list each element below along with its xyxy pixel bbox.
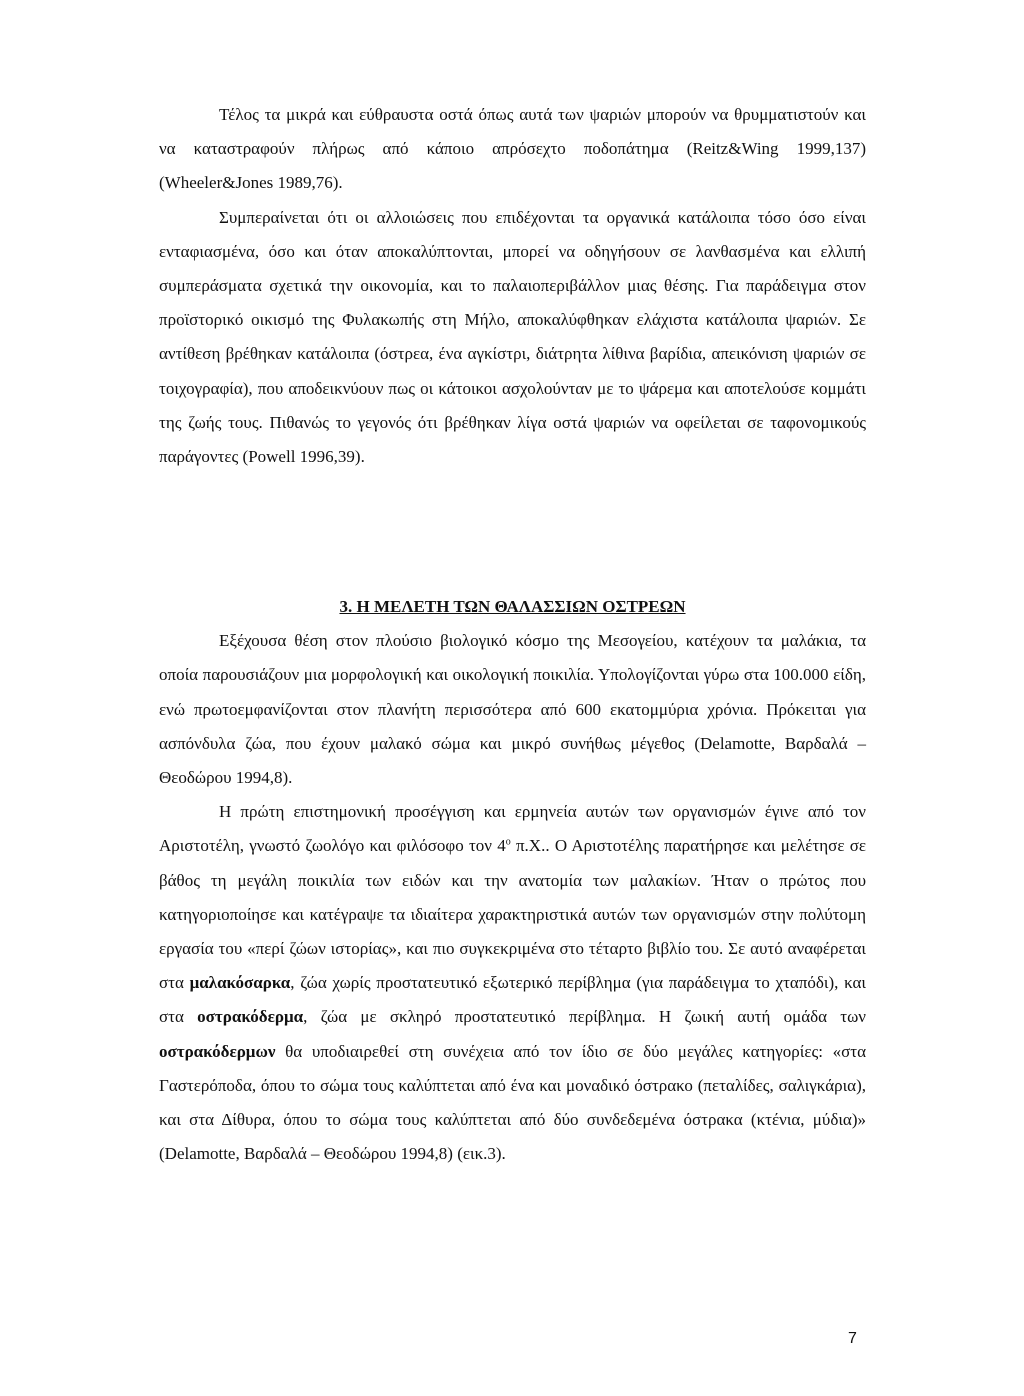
paragraph-molluscs: Εξέχουσα θέση στον πλούσιο βιολογικό κόσμο της Μεσογείου, κατέχουν τα μαλάκια, τα οποία παρουσιάζουν μια μορφολογική και οικολογική ποικιλία. Υπολογίζονται γύρω στα 100.000 είδη, ενώ πρωτοεμφανίζονται στον πλανήτη περισσότερα από 600 εκατομμύρια χρόνια. Πρόκειται για ασπόνδυλα ζώα, που έχουν μαλακό σώμα και μικρό συνήθως μέγεθος (Delamotte, Βαρδαλά – Θεοδώρου 1994,8). [159, 631, 866, 788]
page-number: 7 [848, 1330, 857, 1347]
text-block-lower [159, 538, 866, 1171]
paragraph-aristotle: Η πρώτη επιστημονική προσέγγιση και ερμηνεία αυτών των οργανισμών έγινε από τον Αριστοτέλη, γνωστό ζωολόγο και φιλόσοφο τον $4^o$ π.Χ.. Ο Αριστοτέλης παρατήρησε και μελέτησε σε βάθος τη μεγάλη ποικιλία των ειδών και την ανατομία των μαλακίων. Ήταν ο πρώτος που κατηγοριοποίησε και κατέγραψε τα ιδιαίτερα χαρακτηριστικά αυτών των οργανισμών στην πολύτομη εργασία του «περί ζώων ιστορίας», και πιο συγκεκριμένα στο τέταρτο βιβλίο του. Σε αυτό αναφέρεται στα μαλακόσαρκα, ζώα χωρίς προστατευτικό εξωτερικό περίβλημα (για παράδειγμα το χταπόδι), και στα οστρακόδερμα, ζώα με σκληρό προστατευτικό περίβλημα. Η ζωική αυτή ομάδα των οστρακόδερμων θα υποδιαιρεθεί στη συνέχεια από τον ίδιο σε δύο μεγάλες κατηγορίες: «στα Γαστερόποδα, όπου το σώμα τους καλύπτεται από ένα και μοναδικό όστρακο (πεταλίδες, σαλιγκάρια), και στα Δίθυρα, όπου το σώμα τους καλύπτεται από δύο συνδεδεμένα όστρακα (κτένια, μύδια)» (Delamotte, Βαρδαλά – Θεοδώρου 1994,8) (εικ.3). [159, 802, 866, 1164]
paragraph-fish-bones: Τέλος τα μικρά και εύθραυστα οστά όπως αυτά των ψαριών μπορούν να θρυμματιστούν και να καταστραφούν πλήρως από κάποιο απρόσεχτο ποδοπάτημα (Reitz&Wing 1999,137) (Wheeler&Jones 1989,76). [159, 105, 866, 193]
paragraph-conclusions: Συμπεραίνεται ότι οι αλλοιώσεις που επιδέχονται τα οργανικά κατάλοιπα τόσο όσο είναι ενταφιασμένα, όσο και όταν αποκαλύπτονται, μπορεί να οδηγήσουν σε λανθασμένα και ελλιπή συμπεράσματα σχετικά την οικονομία, και το παλαιοπεριβάλλον μιας θέσης. Για παράδειγμα στον προϊστορικό οικισμό της Φυλακωπής στη Μήλο, αποκαλύφθηκαν ελάχιστα κατάλοιπα ψαριών. Σε αντίθεση βρέθηκαν κατάλοιπα (όστρεα, ένα αγκίστρι, διάτρητα λίθινα βαρίδια, απεικόνιση ψαριών σε τοιχογραφία), που αποδεικνύουν πως οι κάτοικοι ασχολούνταν με το ψάρεμα και αποτελούσε κομμάτι της ζωής τους. Πιθανώς το γεγονός ότι βρέθηκαν λίγα οστά ψαριών να οφείλεται σε ταφονομικούς παράγοντες (Powell 1996,39). [159, 207, 866, 467]
text-block-upper [159, 98, 866, 474]
section-heading: 3. Η ΜΕΛΕΤΗ ΤΩΝ ΘΑΛΑΣΣΙΩΝ ΟΣΤΡΕΩΝ [339, 597, 686, 616]
